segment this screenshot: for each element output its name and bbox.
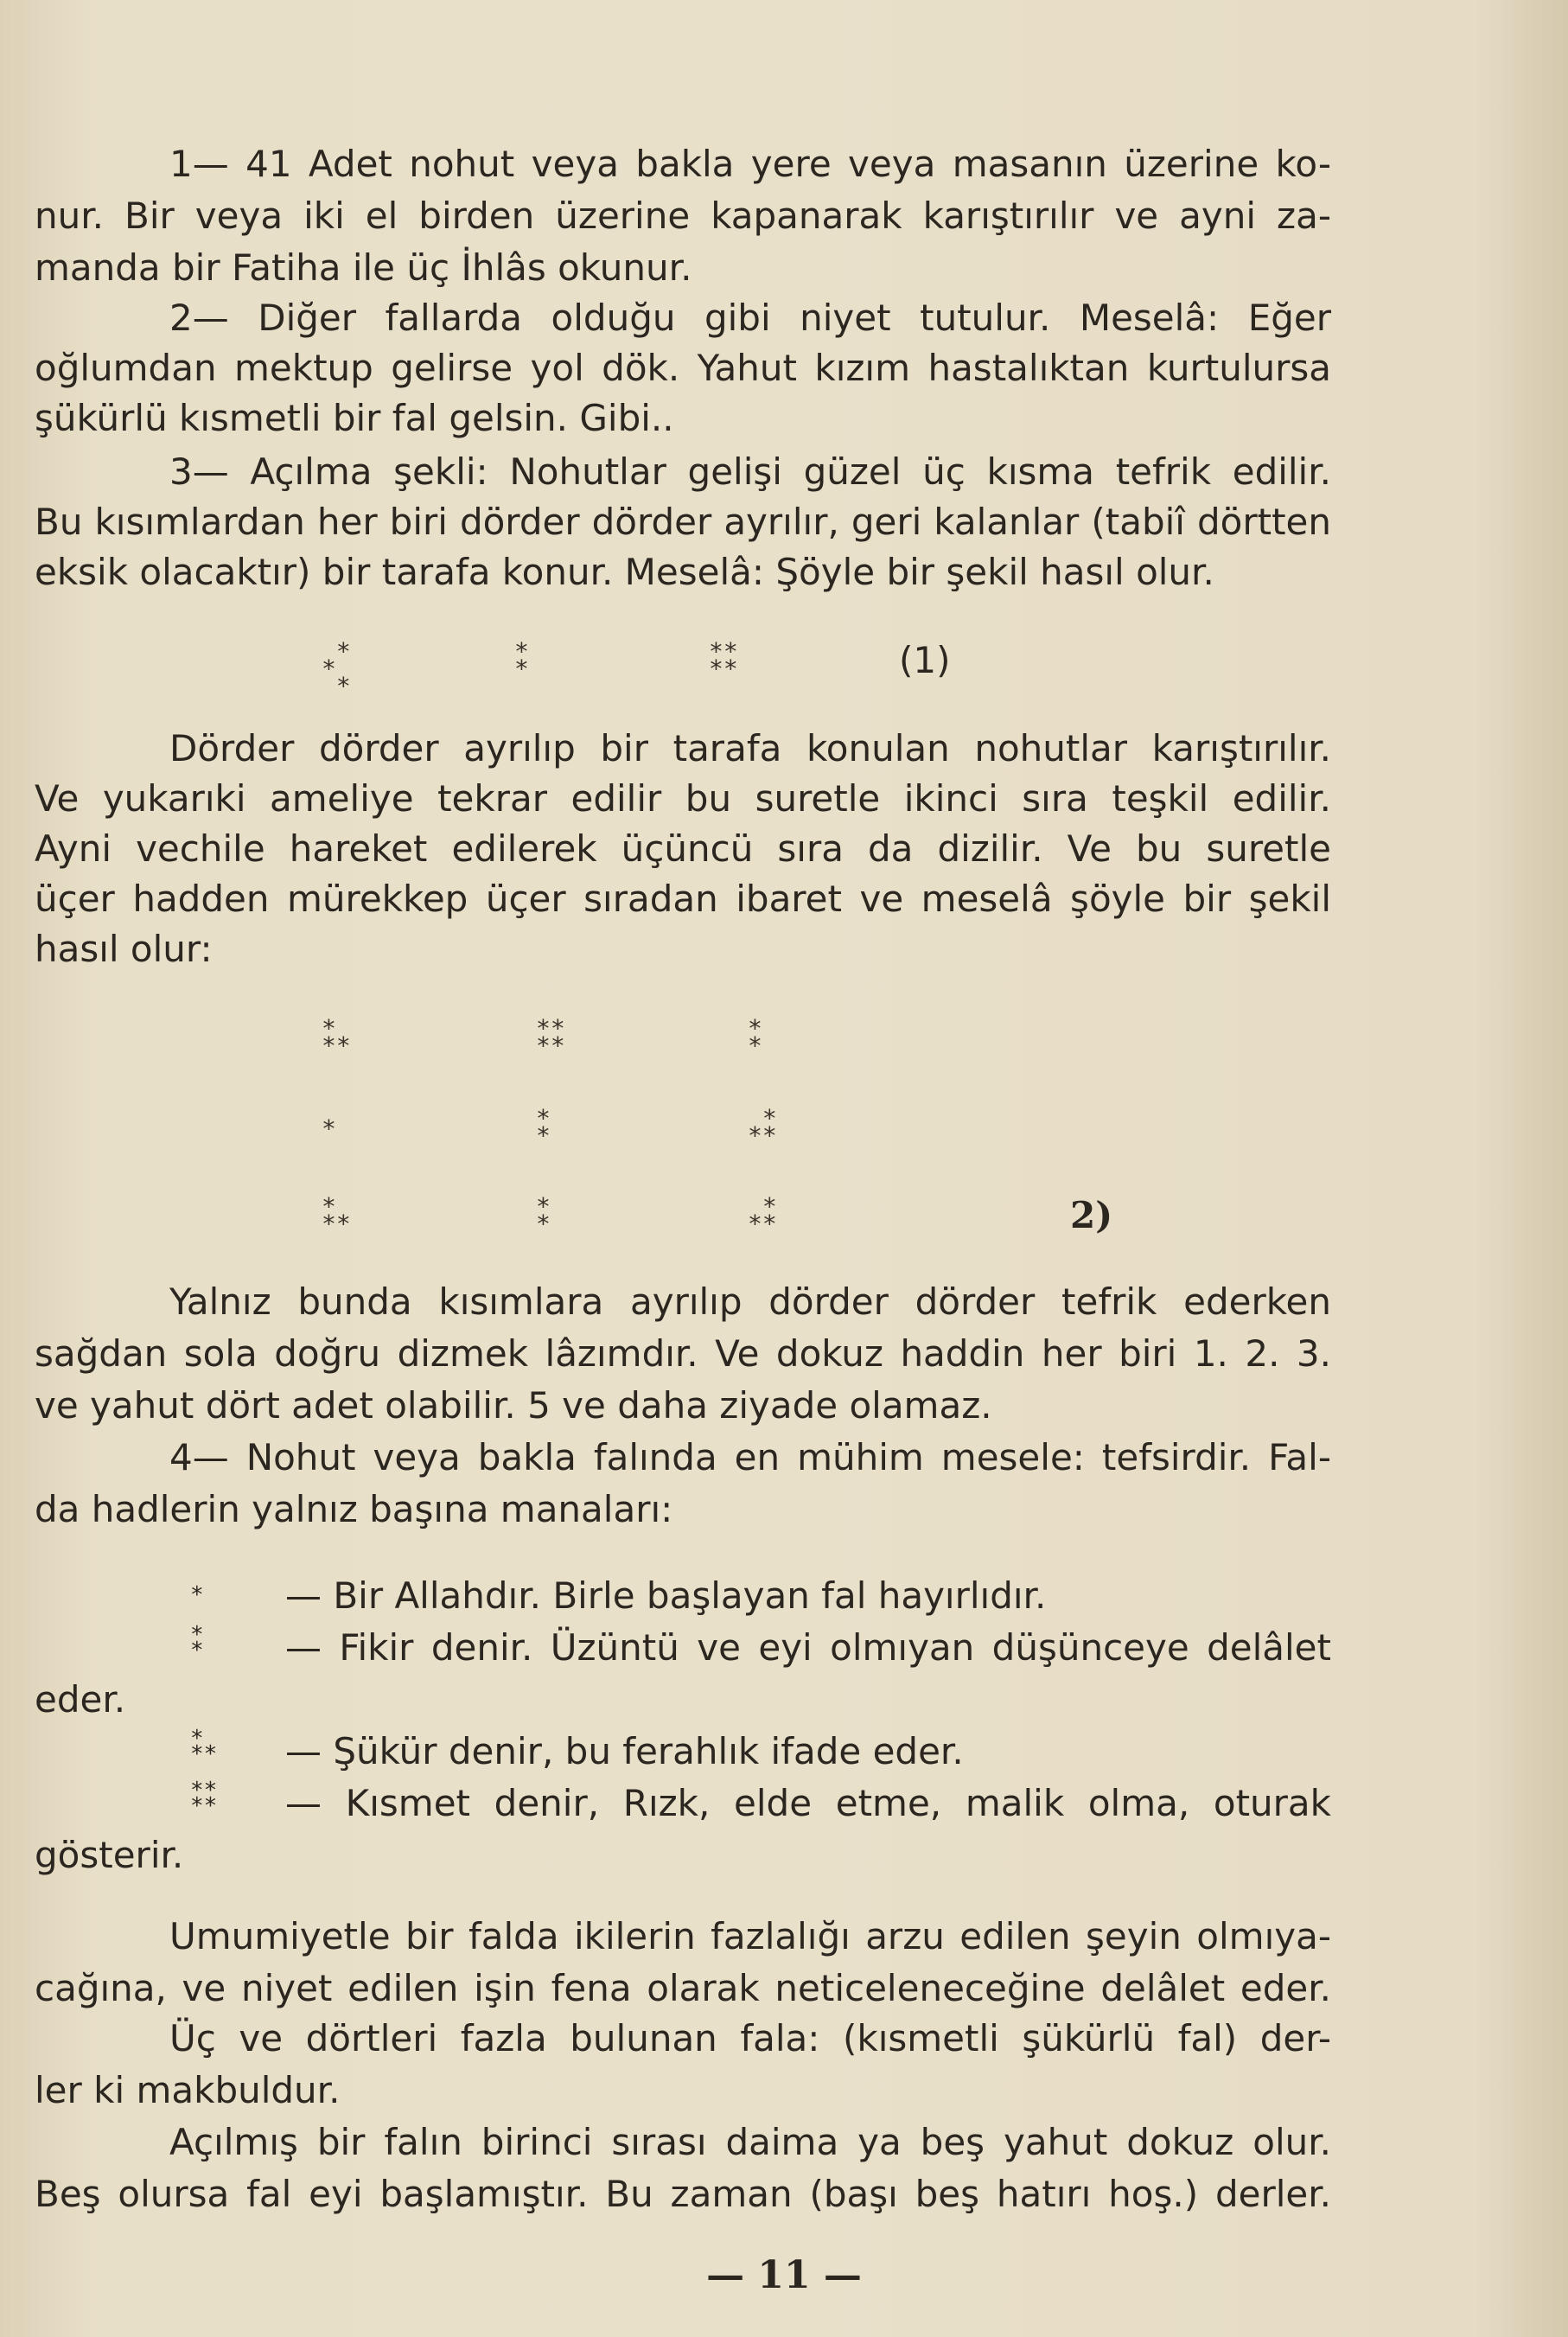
bean-group-figure2: ** ** [536,1014,565,1060]
figure-label: (1) [899,639,951,681]
text-line: Yalnız bunda kısımlara ayrılıp dörder dörder tefrik ederken [169,1280,1331,1323]
text-line: ler ki makbuldur. [35,2069,341,2111]
text-line: Ve yukarıki ameliye tekrar edilir bu suretle ikinci sıra teşkil edilir. [35,777,1331,820]
bean-group-figure2: * [322,1114,336,1143]
page-number: — 11 — [706,2253,862,2297]
text-line: 1— 41 Adet nohut veya bakla yere veya masanın üzerine ko- [169,143,1331,185]
bean-group-figure2: * * [536,1192,551,1238]
text-line: sağdan sola doğru dizmek lâzımdır. Ve dokuz haddin her biri 1. 2. 3. [35,1332,1331,1375]
text-line: manda bir Fatiha ile üç İhlâs okunur. [35,246,692,289]
text-line: Umumiyetle bir falda ikilerin fazlalığı arzu edilen şeyin olmıya- [169,1915,1331,1957]
text-line: da hadlerin yalnız başına manaları: [35,1488,673,1530]
bean-group-figure2: * ** [748,1104,777,1150]
bean-group-figure2: * ** [322,1192,351,1238]
text-line: ve yahut dört adet olabilir. 5 ve daha ziyade olamaz. [35,1384,992,1427]
text-line: Bu kısımlardan her biri dörder dörder ayrılır, geri kalanlar (tabiî dörtten [35,501,1331,543]
text-line: Ayni vechile hareket edilerek üçüncü sıra da dizilir. Ve bu suretle [35,827,1331,870]
text-line: Dörder dörder ayrılıp bir tarafa konulan nohutlar karıştırılır. [169,727,1331,769]
legend-text: — Kısmet denir, Rızk, elde etme, malik olma, oturak [285,1782,1331,1824]
legend-row [35,1572,1331,1620]
text-line: üçer hadden mürekkep üçer sıradan ibaret ve meselâ şöyle bir şekil [35,878,1331,920]
bean-group-figure2: * ** [322,1014,351,1060]
text-line: Açılmış bir falın birinci sırası daima ya beş yahut dokuz olur. [169,2121,1331,2163]
bean-symbol: ** ** [190,1778,218,1819]
bean-symbol: * [190,1582,204,1608]
legend-text: — Bir Allahdır. Birle başlayan fal hayırlıdır. [285,1574,1047,1617]
bean-group-figure2: * * [748,1014,762,1060]
text-line: 4— Nohut veya bakla falında en mühim mesele: tefsirdir. Fal- [169,1436,1331,1478]
legend-text: — Fikir denir. Üzüntü ve eyi olmıyan düşünceye delâlet [285,1626,1331,1669]
legend-row [35,1624,1331,1672]
bean-group-figure1: * * * [322,637,351,700]
text-line: cağına, ve niyet edilen işin fena olarak neticeleneceğine delâlet eder. [35,1967,1331,2009]
bean-group-figure2: * ** [748,1192,777,1238]
text-line: 3— Açılma şekli: Nohutlar gelişi güzel üç kısma tefrik edilir. [169,450,1331,493]
text-line: eder. [35,1678,126,1721]
text-line: gösterir. [35,1834,184,1876]
text-line: şükürlü kısmetli bir fal gelsin. Gibi.. [35,397,674,439]
text-line: 2— Diğer fallarda olduğu gibi niyet tutulur. Meselâ: Eğer [169,297,1331,339]
text-line: Beş olursa fal eyi başlamıştır. Bu zaman (başı beş hatırı hoş.) derler. [35,2173,1331,2215]
text-line: hasıl olur: [35,928,213,970]
bean-group-figure2: * * [536,1104,551,1150]
bean-symbol: * * [190,1622,204,1663]
bean-group-figure1: * * [514,637,529,683]
legend-text: — Şükür denir, bu ferahlık ifade eder. [285,1730,964,1772]
text-line: oğlumdan mektup gelirse yol dök. Yahut kızım hastalıktan kurtulursa [35,347,1331,389]
legend-row [35,1779,1331,1828]
figure-label: 2) [1070,1194,1113,1236]
text-line: eksik olacaktır) bir tarafa konur. Meselâ: Şöyle bir şekil hasıl olur. [35,551,1214,593]
legend-row [35,1727,1331,1776]
text-line: nur. Bir veya iki el birden üzerine kapanarak karıştırılır ve ayni za- [35,195,1331,237]
text-line: Üç ve dörtleri fazla bulunan fala: (kısmetli şükürlü fal) der- [169,2017,1331,2059]
bean-group-figure1: ** ** [709,637,738,683]
bean-symbol: * ** [190,1726,218,1767]
